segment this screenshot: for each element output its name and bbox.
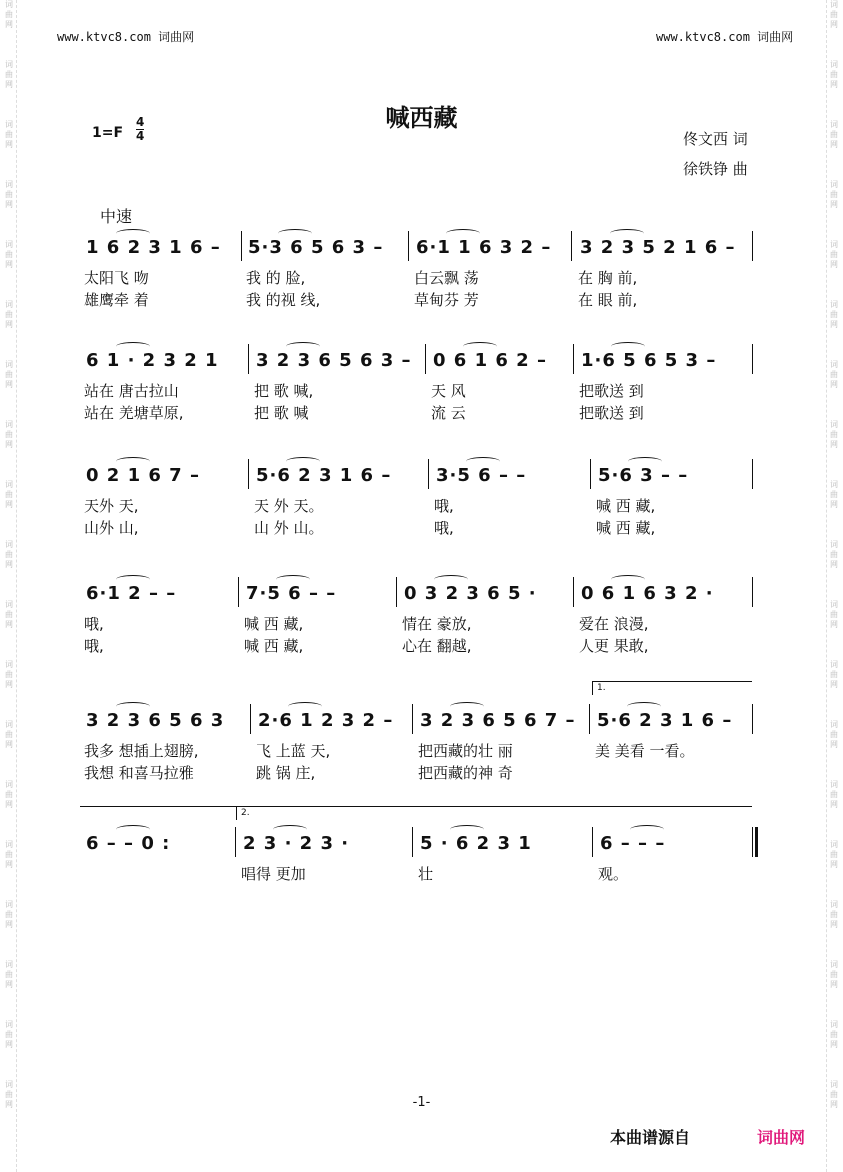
slur-arc bbox=[276, 575, 310, 584]
side-watermark-text: 词 曲 网 bbox=[5, 960, 13, 989]
note-group: 3 2 3 6 5 6 3 bbox=[86, 710, 225, 731]
note-group: 5·3 6 5 6 3 – bbox=[248, 237, 384, 258]
side-watermark-text: 词 曲 网 bbox=[830, 1020, 838, 1049]
header-url-left[interactable]: www.ktvc8.com 词曲网 bbox=[57, 30, 195, 44]
side-watermark-text: 词 曲 网 bbox=[5, 60, 13, 89]
bar-line bbox=[752, 231, 753, 261]
bar-line bbox=[425, 344, 426, 374]
side-watermark-text: 词 曲 网 bbox=[5, 540, 13, 569]
bar-line bbox=[412, 827, 413, 857]
slur-arc bbox=[446, 229, 480, 238]
footer-brand-link[interactable]: 词曲网 bbox=[757, 1128, 806, 1147]
lyric-verse-1: 爱在 浪漫, bbox=[579, 615, 649, 633]
slur-arc bbox=[278, 229, 312, 238]
bar-line bbox=[592, 827, 593, 857]
slur-arc bbox=[627, 702, 661, 711]
lyric-verse-1: 壮 bbox=[418, 865, 434, 883]
slur-arc bbox=[611, 342, 645, 351]
side-watermark-text: 词 曲 网 bbox=[830, 120, 838, 149]
side-watermark-text: 词 曲 网 bbox=[830, 240, 838, 269]
lyric-verse-2: 喊 西 藏, bbox=[596, 519, 656, 537]
note-group: 0 6 1 6 2 – bbox=[433, 350, 547, 371]
side-watermark-text: 词 曲 网 bbox=[830, 960, 838, 989]
slur-arc bbox=[450, 825, 484, 834]
bar-line bbox=[590, 459, 591, 489]
lyric-verse-2: 我想 和喜马拉雅 bbox=[84, 764, 194, 782]
side-watermark-text: 词 曲 网 bbox=[5, 900, 13, 929]
lyric-verse-1: 天外 天, bbox=[84, 497, 139, 515]
side-watermark-text: 词 曲 网 bbox=[5, 780, 13, 809]
bar-line bbox=[752, 344, 753, 374]
final-bar-line bbox=[755, 827, 758, 857]
slur-arc bbox=[450, 702, 484, 711]
slur-arc bbox=[286, 457, 320, 466]
lyric-verse-1: 唱得 更加 bbox=[241, 865, 306, 883]
note-group: 3·5 6 – – bbox=[436, 465, 527, 486]
volta-1-hook bbox=[592, 681, 593, 695]
side-watermark-text: 词 曲 网 bbox=[5, 420, 13, 449]
lyric-verse-1: 喊 西 藏, bbox=[596, 497, 656, 515]
lyric-verse-1: 美 美看 一看。 bbox=[595, 742, 695, 760]
side-watermark-text: 词 曲 网 bbox=[830, 780, 838, 809]
side-watermark-text: 词 曲 网 bbox=[830, 900, 838, 929]
bar-line bbox=[408, 231, 409, 261]
right-side-watermark bbox=[827, 0, 841, 1172]
note-group: 2 3 · 2 3 · bbox=[243, 833, 350, 854]
side-watermark-text: 词 曲 网 bbox=[830, 600, 838, 629]
lyric-verse-2: 山 外 山。 bbox=[254, 519, 324, 537]
volta-1-line bbox=[592, 681, 752, 682]
volta-1-label: 1. bbox=[597, 683, 606, 693]
lyric-verse-1: 太阳飞 吻 bbox=[84, 269, 149, 287]
lyric-verse-1: 飞 上蓝 天, bbox=[256, 742, 331, 760]
slur-arc bbox=[434, 575, 468, 584]
side-watermark-text: 词 曲 网 bbox=[830, 0, 838, 29]
slur-arc bbox=[273, 825, 307, 834]
lyric-verse-1: 白云飘 荡 bbox=[414, 269, 479, 287]
lyric-verse-1: 天 风 bbox=[431, 382, 466, 400]
slur-arc bbox=[466, 457, 500, 466]
side-watermark-text: 词 曲 网 bbox=[830, 660, 838, 689]
lyric-verse-1: 把歌送 到 bbox=[579, 382, 644, 400]
lyric-verse-2: 把歌送 到 bbox=[579, 404, 644, 422]
note-group: 0 2 1 6 7 – bbox=[86, 465, 200, 486]
bar-line bbox=[573, 577, 574, 607]
slur-arc bbox=[630, 825, 664, 834]
lyric-verse-2: 山外 山, bbox=[84, 519, 139, 537]
song-title: 喊西藏 bbox=[385, 104, 458, 132]
lyric-verse-1: 我多 想插上翅膀, bbox=[84, 742, 199, 760]
lyric-verse-1: 观。 bbox=[598, 865, 629, 883]
side-watermark-text: 词 曲 网 bbox=[5, 1020, 13, 1049]
slur-arc bbox=[116, 342, 150, 351]
side-watermark-text: 词 曲 网 bbox=[5, 240, 13, 269]
note-group: 3 2 3 5 2 1 6 – bbox=[580, 237, 736, 258]
bar-line bbox=[752, 577, 753, 607]
time-sig-bottom: 4 bbox=[136, 129, 145, 143]
lyric-verse-2: 人更 果敢, bbox=[579, 637, 649, 655]
note-group: 1 6 2 3 1 6 – bbox=[86, 237, 221, 258]
composer-credit: 徐铁铮 曲 bbox=[683, 160, 748, 178]
note-group: 6·1 1 6 3 2 – bbox=[416, 237, 552, 258]
side-watermark-text: 词 曲 网 bbox=[830, 1080, 838, 1109]
side-watermark-text: 词 曲 网 bbox=[830, 720, 838, 749]
slur-arc bbox=[116, 457, 150, 466]
side-watermark-text: 词 曲 网 bbox=[830, 180, 838, 209]
bar-line bbox=[241, 231, 242, 261]
bar-line bbox=[248, 344, 249, 374]
side-watermark-text: 词 曲 网 bbox=[5, 720, 13, 749]
note-group: 6 1 · 2 3 2 1 bbox=[86, 350, 219, 371]
slur-arc bbox=[286, 342, 320, 351]
bar-line bbox=[250, 704, 251, 734]
note-group: 2·6 1 2 3 2 – bbox=[258, 710, 394, 731]
side-watermark-text: 词 曲 网 bbox=[5, 360, 13, 389]
bar-line bbox=[396, 577, 397, 607]
lyric-verse-2: 草甸芬 芳 bbox=[414, 291, 479, 309]
side-watermark-text: 词 曲 网 bbox=[5, 300, 13, 329]
lyric-verse-2: 流 云 bbox=[431, 404, 466, 422]
side-watermark-text: 词 曲 网 bbox=[5, 840, 13, 869]
side-watermark-text: 词 曲 网 bbox=[5, 120, 13, 149]
header-url-right[interactable]: www.ktvc8.com 词曲网 bbox=[656, 30, 794, 44]
lyric-verse-1: 把 歌 喊, bbox=[254, 382, 314, 400]
bar-line bbox=[248, 459, 249, 489]
volta-2-hook bbox=[236, 806, 237, 820]
volta-2-label: 2. bbox=[241, 808, 250, 818]
footer-source-label: 本曲谱源自 bbox=[610, 1128, 691, 1147]
bar-line bbox=[752, 827, 753, 857]
lyric-verse-2: 哦, bbox=[84, 637, 104, 655]
lyric-verse-1: 把西藏的壮 丽 bbox=[418, 742, 513, 760]
lyric-verse-2: 哦, bbox=[434, 519, 454, 537]
note-group: 6·1 2 – – bbox=[86, 583, 177, 604]
lyric-verse-2: 喊 西 藏, bbox=[244, 637, 304, 655]
time-signature bbox=[136, 116, 144, 143]
lyric-verse-1: 情在 豪放, bbox=[402, 615, 472, 633]
note-group: 3 2 3 6 5 6 7 – bbox=[420, 710, 576, 731]
note-group: 7·5 6 – – bbox=[246, 583, 337, 604]
tempo-marking: 中速 bbox=[100, 207, 133, 226]
lyricist-credit: 佟文西 词 bbox=[683, 130, 748, 148]
slur-arc bbox=[610, 229, 644, 238]
lyric-verse-1: 在 胸 前, bbox=[578, 269, 638, 287]
bar-line bbox=[573, 344, 574, 374]
side-watermark-text: 词 曲 网 bbox=[830, 420, 838, 449]
slur-arc bbox=[463, 342, 497, 351]
bar-line bbox=[752, 704, 753, 734]
note-group: 3 2 3 6 5 6 3 – bbox=[256, 350, 412, 371]
note-group: 5·6 2 3 1 6 – bbox=[256, 465, 392, 486]
note-group: 5 · 6 2 3 1 bbox=[420, 833, 532, 854]
side-watermark-text: 词 曲 网 bbox=[830, 60, 838, 89]
note-group: 0 6 1 6 3 2 · bbox=[581, 583, 714, 604]
lyric-verse-1: 哦, bbox=[84, 615, 104, 633]
side-watermark-text: 词 曲 网 bbox=[830, 480, 838, 509]
lyric-verse-2: 站在 羌塘草原, bbox=[84, 404, 184, 422]
slur-arc bbox=[611, 575, 645, 584]
note-group: 1·6 5 6 5 3 – bbox=[581, 350, 717, 371]
bar-line bbox=[412, 704, 413, 734]
side-watermark-text: 词 曲 网 bbox=[5, 0, 13, 29]
bar-line bbox=[571, 231, 572, 261]
lyric-verse-1: 天 外 天。 bbox=[254, 497, 324, 515]
slur-arc bbox=[116, 575, 150, 584]
side-watermark-text: 词 曲 网 bbox=[830, 360, 838, 389]
lyric-verse-2: 把 歌 喊 bbox=[254, 404, 309, 422]
time-sig-top: 4 bbox=[136, 115, 145, 129]
lyric-verse-2: 把西藏的神 奇 bbox=[418, 764, 513, 782]
note-group: 6 – – – bbox=[600, 833, 666, 854]
side-watermark-text: 词 曲 网 bbox=[830, 540, 838, 569]
lyric-verse-1: 我 的 脸, bbox=[246, 269, 306, 287]
side-watermark-text: 词 曲 网 bbox=[5, 480, 13, 509]
key-signature: 1=F bbox=[92, 125, 124, 141]
side-watermark-text: 词 曲 网 bbox=[830, 840, 838, 869]
note-group: 5·6 3 – – bbox=[598, 465, 689, 486]
bar-line bbox=[589, 704, 590, 734]
side-watermark-text: 词 曲 网 bbox=[5, 600, 13, 629]
lyric-verse-2: 心在 翻越, bbox=[402, 637, 472, 655]
lyric-verse-1: 哦, bbox=[434, 497, 454, 515]
bar-line bbox=[238, 577, 239, 607]
note-group: 5·6 2 3 1 6 – bbox=[597, 710, 733, 731]
slur-arc bbox=[288, 702, 322, 711]
lyric-verse-1: 喊 西 藏, bbox=[244, 615, 304, 633]
slur-arc bbox=[628, 457, 662, 466]
lyric-verse-1: 站在 唐古拉山 bbox=[84, 382, 179, 400]
lyric-verse-2: 跳 锅 庄, bbox=[256, 764, 316, 782]
lyric-verse-2: 我 的视 线, bbox=[246, 291, 321, 309]
side-watermark-text: 词 曲 网 bbox=[5, 1080, 13, 1109]
volta-2-line bbox=[80, 806, 752, 807]
lyric-verse-2: 在 眼 前, bbox=[578, 291, 638, 309]
side-watermark-text: 词 曲 网 bbox=[5, 660, 13, 689]
bar-line bbox=[752, 459, 753, 489]
side-watermark-text: 词 曲 网 bbox=[5, 180, 13, 209]
lyric-verse-2: 雄鹰牵 着 bbox=[84, 291, 149, 309]
note-group: 6 – – 0 : bbox=[86, 833, 171, 854]
note-group: 0 3 2 3 6 5 · bbox=[404, 583, 537, 604]
page-number: -1- bbox=[412, 1095, 431, 1110]
left-dashed-border bbox=[16, 0, 17, 1172]
side-watermark-text: 词 曲 网 bbox=[830, 300, 838, 329]
slur-arc bbox=[116, 702, 150, 711]
bar-line bbox=[428, 459, 429, 489]
left-side-watermark bbox=[2, 0, 16, 1172]
bar-line bbox=[235, 827, 236, 857]
slur-arc bbox=[116, 825, 150, 834]
slur-arc bbox=[116, 229, 150, 238]
